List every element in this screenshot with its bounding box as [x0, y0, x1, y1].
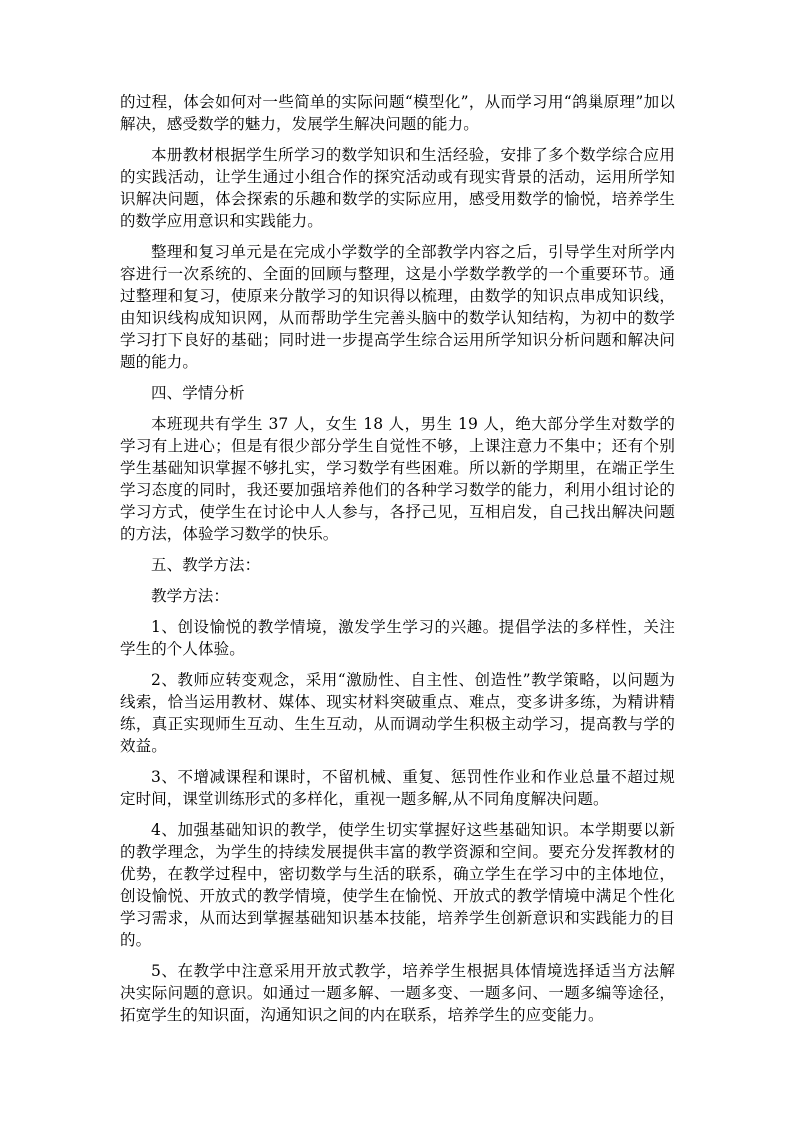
document-body — [120, 91, 675, 1035]
method-item-1: 1、创设愉悦的教学情境，激发学生学习的兴趣。提倡学法的多样性，关注学生的个人体验。 — [120, 618, 675, 658]
method-item-5: 5、在教学中注意采用开放式教学，培养学生根据具体情境选择适当方法解决实际问题的意识。如通过一题多解、一题多变、一题多问、一题多编等途径，拓宽学生的知识面，沟通知识之间的内在联系，培养学生的应变能力。 — [120, 962, 675, 1024]
method-item-4: 4、加强基础知识的教学，使学生切实掌握好这些基础知识。本学期要以新的教学理念，为学生的持续发展提供丰富的教学资源和空间。要充分发挥教材的优势，在教学过程中，密切数学与生活的联系，确立学生在学习中的主体地位，创设愉悦、开放式的教学情境，使学生在愉悦、开放式的教学情境中满足个性化学习需求，从而达到掌握基础知识基本技能，培养学生创新意识和实践能力的目的。 — [120, 821, 675, 949]
paragraph-student-analysis: 本班现共有学生 37 人，女生 18 人，男生 19 人，绝大部分学生对数学的学习有上进心；但是有很少部分学生自觉性不够，上课注意力不集中；还有个别学生基础知识掌握不够扎实，学习数学有些困难。所以新的学期里，在端正学生学习态度的同时，我还要加强培养他们的各种学习数学的能力，利用小组讨论的学习方式，使学生在讨论中人人参与，各抒己见，互相启发，自己找出解决问题的方法，体验学习数学的快乐。 — [120, 415, 675, 543]
paragraph-continuation: 的过程，体会如何对一些简单的实际问题“模型化”，从而学习用“鸽巢原理”加以解决，感受数学的魅力，发展学生解决问题的能力。 — [120, 93, 675, 133]
subheading-teaching-methods: 教学方法： — [151, 587, 230, 605]
section-heading-student-analysis: 四、学情分析 — [151, 384, 245, 402]
method-item-3: 3、不增减课程和课时，不留机械、重复、惩罚性作业和作业总量不超过规定时间，课堂训练形式的多样化，重视一题多解,从不同角度解决问题。 — [120, 768, 675, 808]
paragraph-review-unit: 整理和复习单元是在完成小学数学的全部教学内容之后，引导学生对所学内容进行一次系统的、全面的回顾与整理，这是小学数学教学的一个重要环节。通过整理和复习，使原来分散学习的知识得以梳理，由数学的知识点串成知识线，由知识线构成知识网，从而帮助学生完善头脑中的数学认知结构，为初中的数学学习打下良好的基础；同时进一步提高学生综合运用所学知识分析问题和解决问题的能力。 — [120, 243, 675, 371]
paragraph-textbook-activities: 本册教材根据学生所学习的数学知识和生活经验，安排了多个数学综合应用的实践活动，让学生通过小组合作的探究活动或有现实背景的活动，运用所学知识解决问题，体会探索的乐趣和数学的实际应用，感受用数学的愉悦，培养学生的数学应用意识和实践能力。 — [120, 146, 675, 230]
section-heading-teaching-methods: 五、教学方法： — [151, 556, 261, 574]
method-item-2: 2、教师应转变观念，采用“激励性、自主性、创造性”教学策略，以问题为线索，恰当运用教材、媒体、现实材料突破重点、难点，变多讲多练，为精讲精练，真正实现师生互动、生生互动，从而调动学生积极主动学习，提高教与学的效益。 — [120, 671, 675, 755]
